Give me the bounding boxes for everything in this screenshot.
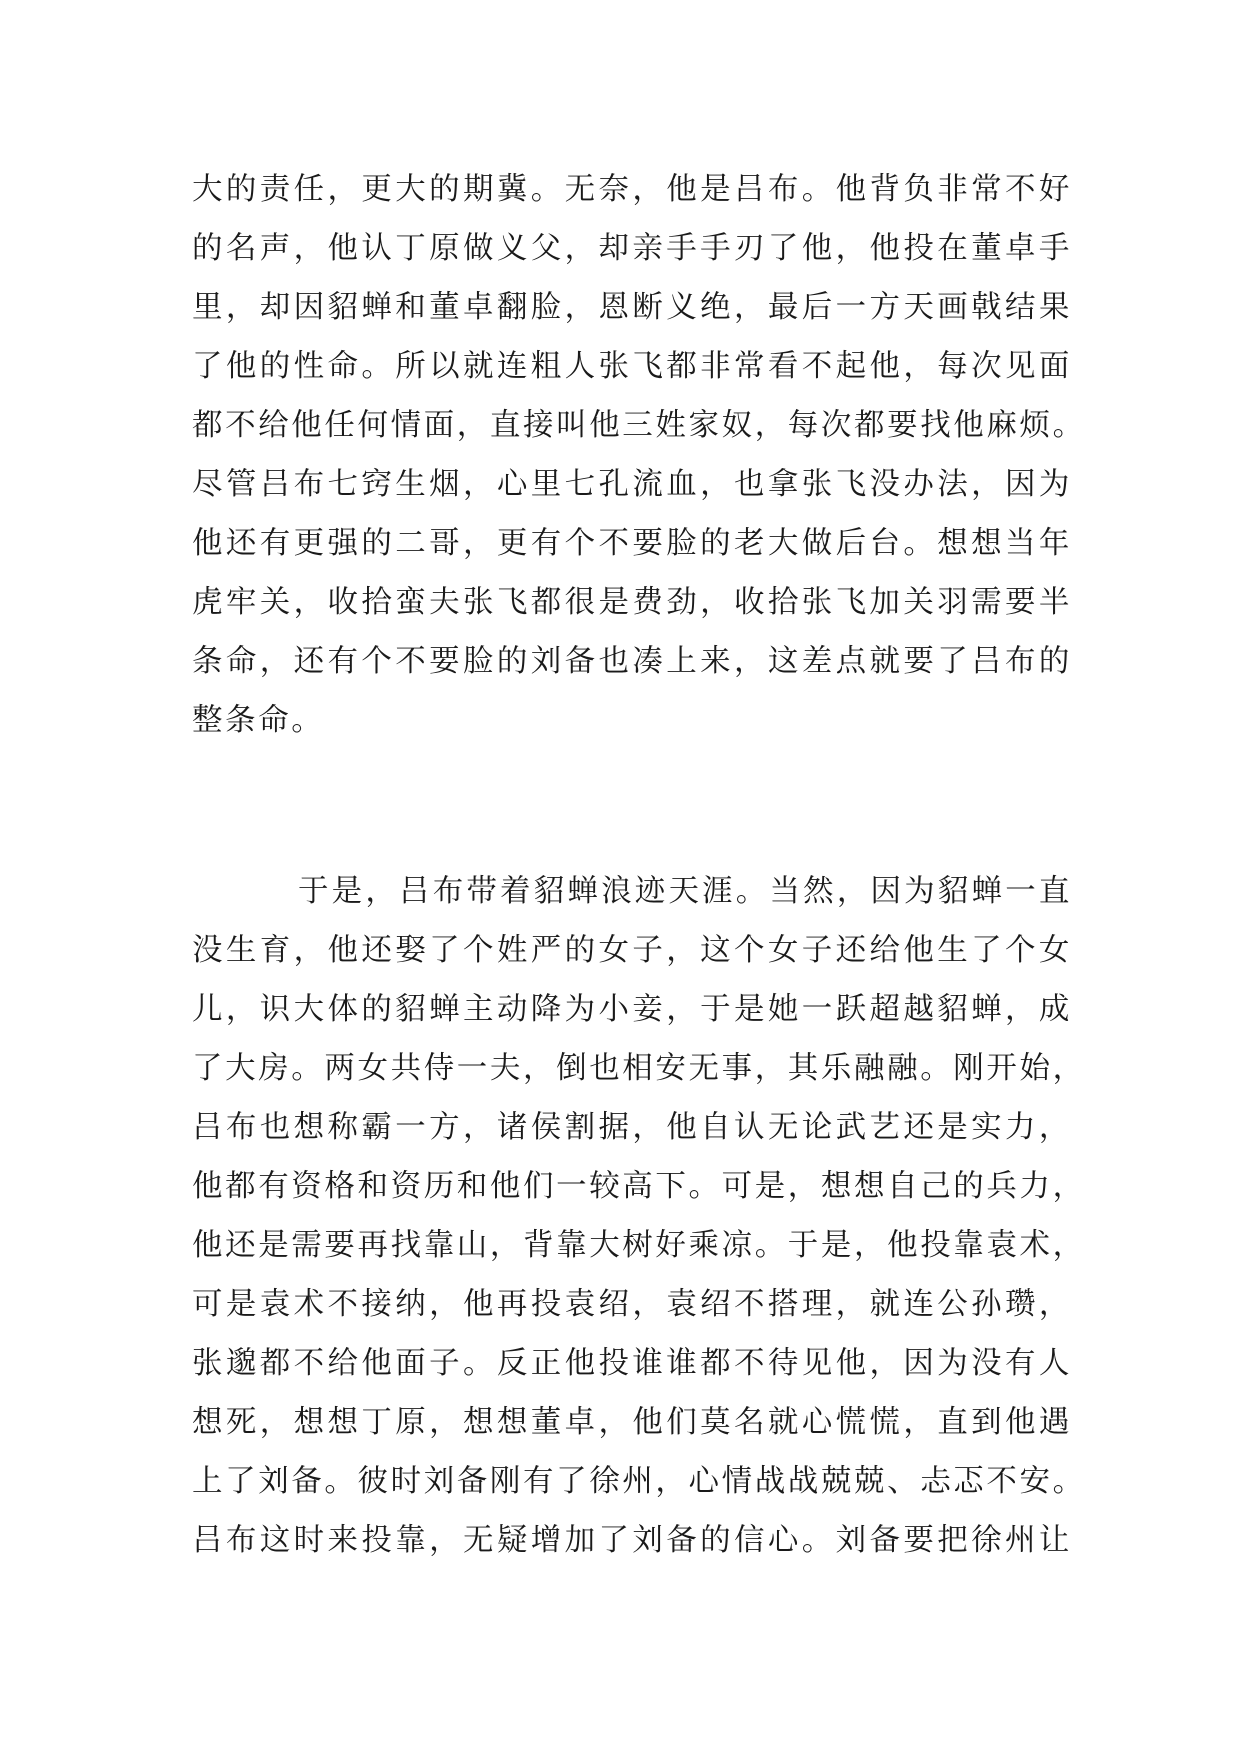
- text-line: 整条命。: [192, 703, 325, 738]
- text-line: 吕布这时来投靠，无疑增加了刘备的信心。刘备要把徐州让: [192, 1523, 1072, 1558]
- text-line: 大的责任，更大的期冀。无奈，他是吕布。他背负非常不好: [192, 172, 1072, 207]
- text-line: 都不给他任何情面，直接叫他三姓家奴，每次都要找他麻烦。: [192, 408, 1086, 443]
- text-line: 虎牢关，收拾蛮夫张飞都很是费劲，收拾张飞加关羽需要半: [192, 585, 1072, 620]
- text-line: 尽管吕布七窍生烟，心里七孔流血，也拿张飞没办法，因为: [192, 467, 1072, 502]
- text-line: 上了刘备。彼时刘备刚有了徐州，心情战战兢兢、忐忑不安。: [192, 1464, 1086, 1499]
- text-line: 了他的性命。所以就连粗人张飞都非常看不起他，每次见面: [192, 349, 1072, 384]
- paragraph-1: [192, 160, 1086, 750]
- text-line: 他还有更强的二哥，更有个不要脸的老大做后台。想想当年: [192, 526, 1072, 561]
- text-line: 吕布也想称霸一方，诸侯割据，他自认无论武艺还是实力，: [192, 1110, 1072, 1145]
- text-line: 于是，吕布带着貂蝉浪迹天涯。当然，因为貂蝉一直: [298, 874, 1072, 909]
- text-line: 条命，还有个不要脸的刘备也凑上来，这差点就要了吕布的: [192, 644, 1072, 679]
- text-line: 的名声，他认丁原做义父，却亲手手刃了他，他投在董卓手: [192, 231, 1072, 266]
- text-line: 张邈都不给他面子。反正他投谁谁都不待见他，因为没有人: [192, 1346, 1072, 1381]
- text-line: 可是袁术不接纳，他再投袁绍，袁绍不搭理，就连公孙瓒，: [192, 1287, 1072, 1322]
- text-line: 儿，识大体的貂蝉主动降为小妾，于是她一跃超越貂蝉，成: [192, 992, 1072, 1027]
- text-line: 了大房。两女共侍一夫，倒也相安无事，其乐融融。刚开始，: [192, 1051, 1086, 1086]
- paragraph-2: [192, 862, 1086, 1570]
- text-line: 他还是需要再找靠山，背靠大树好乘凉。于是，他投靠袁术，: [192, 1228, 1086, 1263]
- text-line: 想死，想想丁原，想想董卓，他们莫名就心慌慌，直到他遇: [192, 1405, 1072, 1440]
- text-line: 没生育，他还娶了个姓严的女子，这个女子还给他生了个女: [192, 933, 1072, 968]
- text-line: 他都有资格和资历和他们一较高下。可是，想想自己的兵力，: [192, 1169, 1086, 1204]
- text-line: 里，却因貂蝉和董卓翻脸，恩断义绝，最后一方天画戟结果: [192, 290, 1072, 325]
